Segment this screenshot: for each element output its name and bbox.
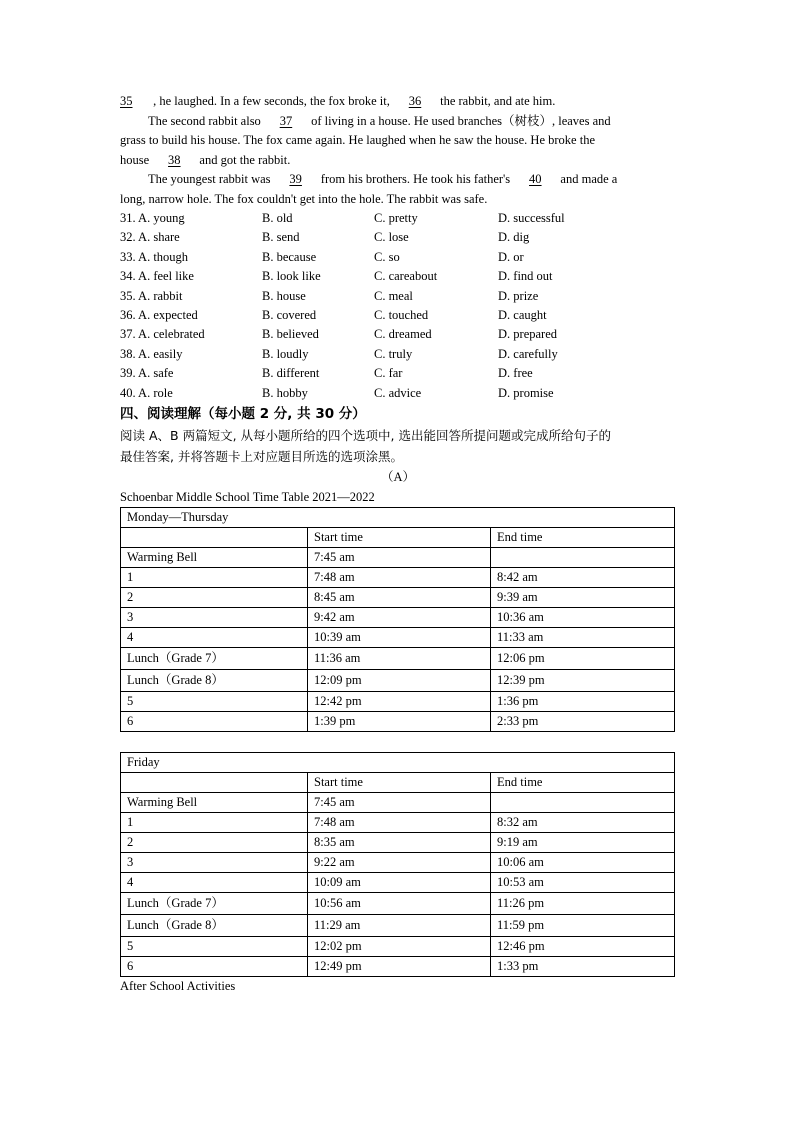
option-d: D. promise: [498, 385, 554, 400]
table-cell: 5: [121, 692, 308, 712]
table-cell: 2: [121, 833, 308, 853]
cloze-passage: [120, 92, 676, 209]
table-cell: 12:49 pm: [308, 957, 491, 977]
option-row: [120, 209, 676, 228]
option-row: [120, 306, 676, 325]
table-row: [121, 833, 675, 853]
passage-line: 35 , he laughed. In a few seconds, the fox broke it, 36 the rabbit, and ate him.: [120, 92, 676, 112]
option-c: C. far: [374, 366, 403, 381]
blank-37: 37: [279, 113, 293, 128]
table-cell: 9:42 am: [308, 608, 491, 628]
option-d: D. carefully: [498, 346, 558, 361]
table-cell: Lunch（Grade 7）: [121, 648, 308, 670]
table-cell: 10:36 am: [491, 608, 675, 628]
timetable-title: Monday—Thursday: [121, 508, 675, 528]
table-cell: 3: [121, 608, 308, 628]
table-cell: 6: [121, 957, 308, 977]
option-c: C. meal: [374, 288, 413, 303]
table-row: [121, 692, 675, 712]
table-cell: 2:33 pm: [491, 712, 675, 732]
passage-line: The youngest rabbit was 39 from his brothers. He took his father's 40 and made a: [120, 170, 676, 190]
option-d: D. find out: [498, 269, 553, 284]
option-row: [120, 345, 676, 364]
table-cell: Lunch（Grade 8）: [121, 915, 308, 937]
option-b: B. because: [262, 249, 317, 264]
option-d: D. caught: [498, 307, 547, 322]
answer-options: [120, 209, 676, 403]
table-cell: Lunch（Grade 7）: [121, 893, 308, 915]
option-d: D. prepared: [498, 327, 557, 342]
table-cell: 12:42 pm: [308, 692, 491, 712]
option-c: C. dreamed: [374, 327, 432, 342]
option-b: B. loudly: [262, 346, 309, 361]
option-b: B. send: [262, 230, 300, 245]
table-cell: 1: [121, 813, 308, 833]
table-title: Schoenbar Middle School Time Table 2021—2022: [120, 489, 375, 504]
table-row: [121, 568, 675, 588]
table-cell: [491, 793, 675, 813]
option-row: [120, 248, 676, 267]
table-cell: 11:26 pm: [491, 893, 675, 915]
table-row: [121, 793, 675, 813]
table-cell: 7:48 am: [308, 568, 491, 588]
option-b: B. hobby: [262, 385, 308, 400]
option-a: 38. A. easily: [120, 346, 183, 361]
table-cell: 7:48 am: [308, 813, 491, 833]
table-cell: Warming Bell: [121, 793, 308, 813]
table-row: [121, 893, 675, 915]
table-cell: 1: [121, 568, 308, 588]
option-c: C. careabout: [374, 269, 438, 284]
option-a: 34. A. feel like: [120, 269, 194, 284]
table-cell: 4: [121, 873, 308, 893]
table-row: [121, 853, 675, 873]
option-row: [120, 267, 676, 286]
table-cell: 11:36 am: [308, 648, 491, 670]
document-page: [120, 92, 676, 997]
table-cell: 8:42 am: [491, 568, 675, 588]
table-row: [121, 648, 675, 670]
option-d: D. prize: [498, 288, 539, 303]
table-row: [121, 548, 675, 568]
table-row: [121, 670, 675, 692]
option-b: B. old: [262, 211, 293, 225]
option-a: 39. A. safe: [120, 366, 174, 381]
table-cell: 12:09 pm: [308, 670, 491, 692]
option-d: D. successful: [498, 211, 565, 225]
instruction-line: 最佳答案, 并将答题卡上对应题目所选的选项涂黑。: [120, 448, 403, 464]
table-cell: 10:09 am: [308, 873, 491, 893]
column-header: Start time: [308, 528, 491, 548]
table-row: [121, 813, 675, 833]
table-row: [121, 873, 675, 893]
passage-line: long, narrow hole. The fox couldn't get into the hole. The rabbit was safe.: [120, 191, 488, 206]
table-cell: 9:19 am: [491, 833, 675, 853]
table-cell: 10:06 am: [491, 853, 675, 873]
option-a: 32. A. share: [120, 230, 180, 245]
table-cell: 7:45 am: [308, 548, 491, 568]
column-header: [121, 773, 308, 793]
option-b: B. different: [262, 366, 320, 381]
option-b: B. look like: [262, 269, 321, 284]
table-cell: 9:22 am: [308, 853, 491, 873]
timetable: [120, 752, 675, 977]
option-c: C. touched: [374, 307, 429, 322]
table-cell: 12:02 pm: [308, 937, 491, 957]
option-d: D. or: [498, 249, 524, 264]
table-row: [121, 937, 675, 957]
blank-38: 38: [168, 152, 181, 167]
table-row: [121, 957, 675, 977]
option-c: C. advice: [374, 385, 422, 400]
table-cell: 7:45 am: [308, 793, 491, 813]
blank-36: 36: [408, 94, 422, 108]
table-row: [121, 608, 675, 628]
table-cell: 12:06 pm: [491, 648, 675, 670]
table-cell: 11:29 am: [308, 915, 491, 937]
table-cell: 10:53 am: [491, 873, 675, 893]
table-cell: 12:39 pm: [491, 670, 675, 692]
table-cell: 8:45 am: [308, 588, 491, 608]
table-cell: 1:39 pm: [308, 712, 491, 732]
option-b: B. covered: [262, 307, 317, 322]
column-header: End time: [491, 528, 675, 548]
option-b: B. house: [262, 288, 306, 303]
passage-line: house 38 and got the rabbit.: [120, 151, 676, 171]
passage-label: （A）: [380, 469, 416, 484]
table-cell: [491, 548, 675, 568]
table-cell: 6: [121, 712, 308, 732]
option-b: B. believed: [262, 327, 319, 342]
table-row: [121, 915, 675, 937]
option-a: 35. A. rabbit: [120, 288, 183, 303]
column-header: End time: [491, 773, 675, 793]
option-row: [120, 325, 676, 344]
section-title: 四、阅读理解（每小题 2 分, 共 30 分）: [120, 405, 366, 422]
footer-text: After School Activities: [120, 979, 236, 994]
blank-35: 35: [120, 94, 133, 108]
table-cell: 8:35 am: [308, 833, 491, 853]
table-cell: 10:56 am: [308, 893, 491, 915]
option-c: C. truly: [374, 346, 413, 361]
option-c: C. pretty: [374, 211, 418, 225]
column-header: Start time: [308, 773, 491, 793]
table-cell: 3: [121, 853, 308, 873]
option-a: 33. A. though: [120, 249, 189, 264]
table-cell: 9:39 am: [491, 588, 675, 608]
option-a: 31. A. young: [120, 211, 185, 225]
table-cell: 2: [121, 588, 308, 608]
table-cell: 5: [121, 937, 308, 957]
table-cell: 1:36 pm: [491, 692, 675, 712]
timetables: [120, 507, 676, 977]
table-row: [121, 712, 675, 732]
option-d: D. dig: [498, 230, 530, 245]
table-cell: 4: [121, 628, 308, 648]
option-c: C. so: [374, 249, 400, 264]
option-row: [120, 364, 676, 383]
timetable: [120, 507, 675, 732]
option-row: [120, 228, 676, 247]
table-cell: 11:59 pm: [491, 915, 675, 937]
option-a: 40. A. role: [120, 385, 173, 400]
blank-39: 39: [289, 172, 302, 186]
table-row: [121, 588, 675, 608]
column-header: [121, 528, 308, 548]
option-a: 37. A. celebrated: [120, 327, 205, 342]
passage-line: grass to build his house. The fox came again. He laughed when he saw the house. He broke the: [120, 133, 595, 147]
option-a: 36. A. expected: [120, 307, 198, 322]
timetable-title: Friday: [121, 753, 675, 773]
table-cell: Warming Bell: [121, 548, 308, 568]
table-cell: Lunch（Grade 8）: [121, 670, 308, 692]
table-row: [121, 628, 675, 648]
option-c: C. lose: [374, 230, 409, 245]
option-row: [120, 384, 676, 403]
option-d: D. free: [498, 366, 533, 381]
table-cell: 10:39 am: [308, 628, 491, 648]
table-cell: 12:46 pm: [491, 937, 675, 957]
table-cell: 11:33 am: [491, 628, 675, 648]
passage-line: The second rabbit also 37 of living in a house. He used branches（树枝）, leaves and: [120, 112, 676, 132]
instruction-line: 阅读 A、B 两篇短文, 从每小题所给的四个选项中, 选出能回答所提问题或完成所给句子的: [120, 427, 611, 443]
option-row: [120, 287, 676, 306]
blank-40: 40: [529, 172, 542, 186]
table-cell: 8:32 am: [491, 813, 675, 833]
table-cell: 1:33 pm: [491, 957, 675, 977]
